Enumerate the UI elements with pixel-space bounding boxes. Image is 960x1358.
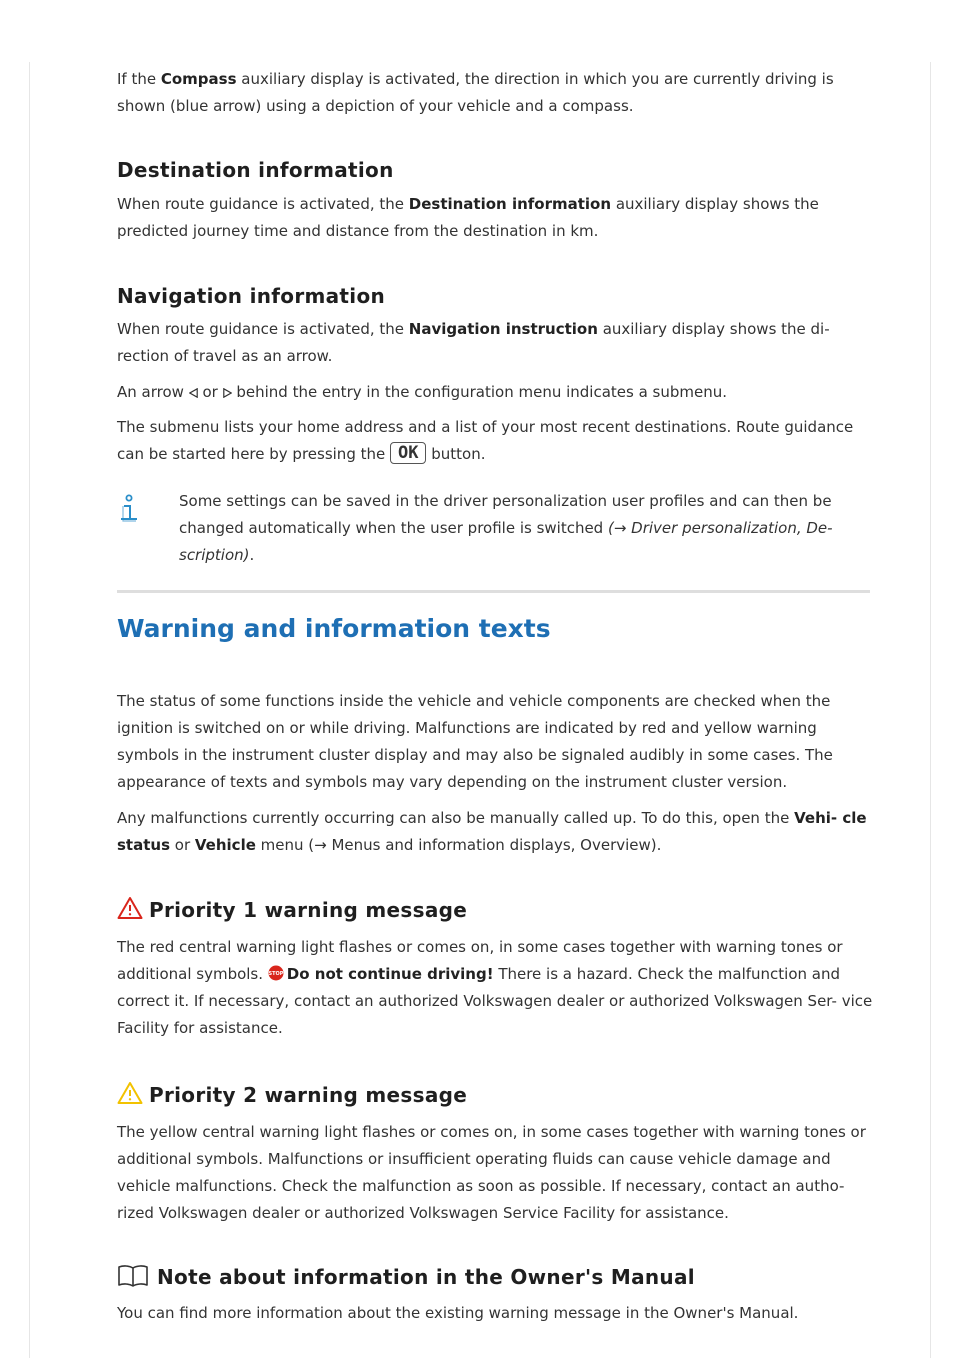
submenu-paragraph: The submenu lists your home address and a list of your most recent destinations. Route guidance can be started here by pressing the OK button. (117, 418, 854, 463)
right-triangle-icon (223, 388, 232, 398)
navigation-heading: Navigation information (117, 284, 386, 308)
info-note-icon (117, 494, 141, 524)
left-triangle-icon (189, 388, 198, 398)
destination-heading: Destination information (117, 158, 394, 182)
compass-paragraph: If the Compass auxiliary display is activated, the direction in which you are currently driving is shown (blue arrow) using a depiction of your vehicle and a compass. (117, 70, 834, 115)
priority1-heading: Priority 1 warning message (117, 896, 875, 922)
right-margin-rule (930, 62, 931, 1358)
yellow-warning-triangle-icon (117, 1081, 143, 1105)
left-margin-rule (29, 62, 30, 1358)
owners-manual-paragraph: You can find more information about the existing warning message in the Owner's Manual. (117, 1304, 799, 1322)
priority1-paragraph: The red central warning light flashes or comes on, in some cases together with warning tones or additional symbols. STOP Do not continue driving! There is a hazard. Check the malfunction and correct it. If necessary, contact an authorized Volkswagen dealer or authorized Volkswagen Ser- vice Facility for assistance. (117, 938, 873, 1037)
destination-paragraph: When route guidance is activated, the Destination information auxiliary display shows the predicted journey time and distance from the destination in km. (117, 195, 819, 240)
red-warning-triangle-icon (117, 896, 143, 920)
ok-button-key: OK (390, 442, 426, 464)
svg-text:STOP: STOP (268, 971, 284, 977)
section-divider (117, 590, 870, 593)
navigation-paragraph: When route guidance is activated, the Navigation instruction auxiliary display shows the di- rection of travel as an arrow. (117, 320, 830, 365)
warning-section-title: Warning and information texts (117, 614, 551, 643)
warning-intro-paragraph: The status of some functions inside the vehicle and vehicle components are checked when the ignition is switched on or while driving. Malfunctions are indicated by red and yellow warning symbols in the instrument cluster display and may also be signaled audibly in some cases. The appearance of texts and symbols may vary depending on the instrument cluster version. (117, 692, 833, 791)
owners-manual-heading: Note about information in the Owner's Manual (117, 1264, 875, 1289)
priority2-paragraph: The yellow central warning light flashes or comes on, in some cases together with warning tones or additional symbols. Malfunctions or insufficient operating fluids can cause vehicle damage and vehicle malfunctions. Check the malfunction as soon as possible. If necessary, contact an autho- rized Volkswagen dealer or authorized Volkswagen Service Facility for assistance. (117, 1123, 866, 1222)
submenu-arrow-paragraph: An arrow or behind the entry in the configuration menu indicates a submenu. (117, 383, 728, 401)
open-book-icon (117, 1264, 149, 1288)
priority2-heading: Priority 2 warning message (117, 1081, 875, 1107)
manual-callup-paragraph: Any malfunctions currently occurring can also be manually called up. To do this, open the Vehi- cle status or Vehicle menu (→ Menus and information displays, Overview). (117, 809, 867, 854)
stop-icon (268, 965, 284, 981)
cross-reference-link[interactable]: (→ Driver personalization, De- scription) (179, 519, 833, 564)
note-paragraph: Some settings can be saved in the driver personalization user profiles and can then be changed automatically when the user profile is switched (→ Driver personalization, De- scription). (179, 492, 833, 564)
